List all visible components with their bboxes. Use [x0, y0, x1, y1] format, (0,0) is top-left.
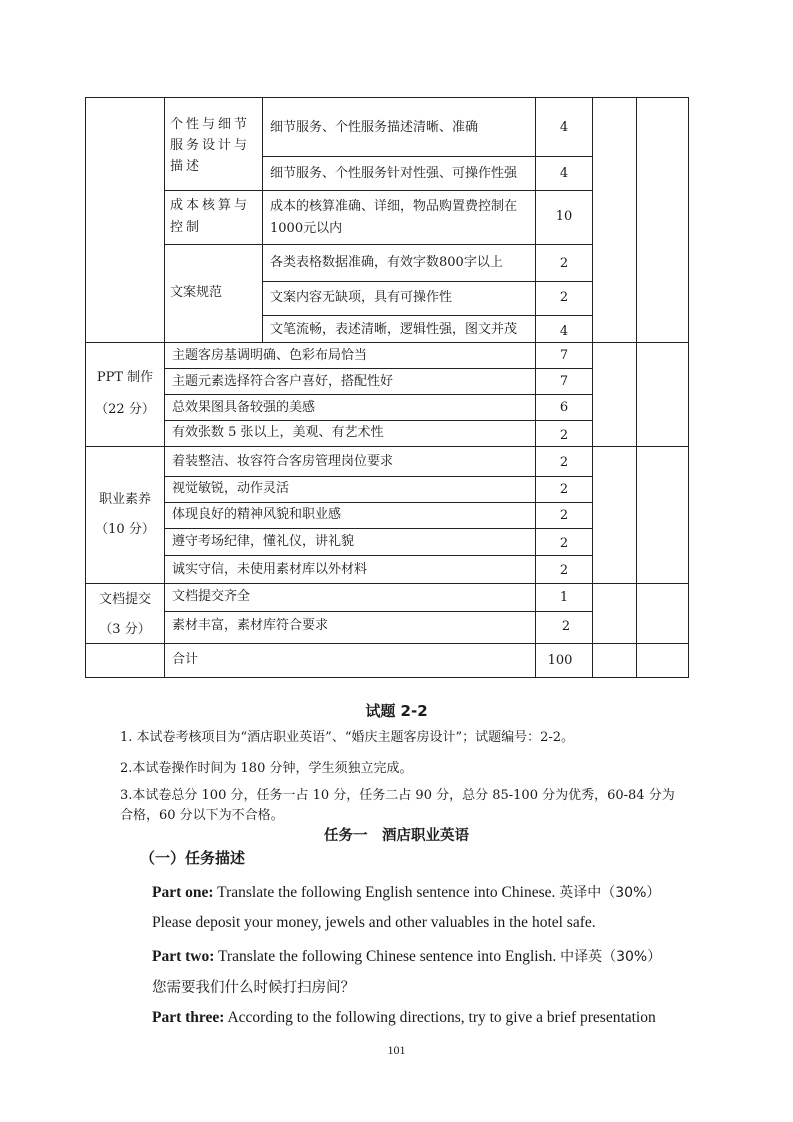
table-row-item: 主题元素选择符合客户喜好，搭配性好 [172, 374, 394, 389]
subcat-personalized-service: 个性与细节服务设计与描述 [170, 117, 251, 174]
table-row-item: 总效果图具备较强的美感 [172, 400, 316, 415]
note-3: 3.本试卷总分 100 分，任务一占 10 分，任务二占 90 分，总分 85-100 分为优秀，60-84 分为合格，60 分以下为不合格。 [120, 788, 675, 823]
category-professionalism: 职业素养 [98, 492, 151, 507]
table-row-score: 7 [559, 374, 569, 389]
category-professionalism-points: （10 分） [95, 522, 155, 537]
part-two-tail: 中译英（30%） [560, 949, 662, 965]
task-subtitle: （一）任务描述 [140, 849, 246, 867]
table-row-item: 体现良好的精神风貌和职业感 [172, 507, 342, 522]
table-row-score: 7 [559, 348, 569, 363]
part-three-line [152, 1009, 656, 1027]
table-row-item: 诚实守信，未使用素材库以外材料 [172, 562, 368, 577]
table-row-item: 文笔流畅，表述清晰，逻辑性强，图文并茂 [270, 322, 518, 337]
table-row-item: 有效张数 5 张以上，美观、有艺术性 [172, 425, 384, 440]
part-three-label: Part three: [152, 1009, 225, 1026]
subcat-document-standard: 文案规范 [170, 285, 223, 300]
table-row-item: 着装整洁、妆容符合客房管理岗位要求 [172, 454, 394, 469]
table-row-score: 2 [559, 428, 569, 443]
part-one-sentence: Please deposit your money, jewels and other valuables in the hotel safe. [152, 914, 596, 931]
table-row-item: 视觉敏锐，动作灵活 [172, 481, 290, 496]
table-row-score: 2 [559, 455, 569, 470]
part-three-text: According to the following directions, try to give a brief presentation [224, 1009, 656, 1026]
table-row-item: 主题客房基调明确、色彩布局恰当 [172, 348, 368, 363]
part-two-label: Part two: [152, 948, 215, 965]
table-row-item: 遵守考场纪律，懂礼仪，讲礼貌 [172, 534, 355, 549]
part-one-label: Part one: [152, 884, 214, 901]
table-row-score: 2 [559, 482, 569, 497]
table-row-score: 2 [561, 619, 571, 634]
part-two-text: Translate the following Chinese sentence into English. [214, 948, 557, 965]
table-row-score: 2 [559, 536, 569, 551]
category-ppt-points: （22 分） [95, 402, 155, 417]
table-row-score: 4 [559, 166, 569, 181]
table-row-item: 素材丰富，素材库符合要求 [172, 618, 329, 633]
note-1: 1. 本试卷考核项目为“酒店职业英语”、“婚庆主题客房设计”；试题编号：2-2。 [120, 730, 575, 745]
total-label: 合计 [172, 652, 199, 667]
subcat-cost-control: 成本核算与控制 [170, 198, 251, 235]
table-row-score: 6 [559, 400, 569, 415]
table-row-item: 文档提交齐全 [172, 589, 251, 604]
table-row-item: 各类表格数据准确，有效字数800字以上 [270, 255, 503, 270]
page-number: 101 [387, 1043, 406, 1057]
category-document-submission-points: （3 分） [99, 622, 151, 637]
part-one-tail: 英译中（30%） [559, 885, 661, 901]
table-row-item: 细节服务、个性服务描述清晰、准确 [270, 120, 479, 135]
note-2: 2.本试卷操作时间为 180 分钟，学生须独立完成。 [120, 761, 413, 776]
table-row-score: 10 [555, 209, 573, 224]
category-ppt: PPT 制作 [96, 370, 154, 385]
table-row-score: 2 [559, 290, 569, 305]
table-row-score: 4 [559, 120, 569, 135]
part-two-line [152, 946, 661, 966]
table-row-score: 2 [559, 508, 569, 523]
table-row-score: 4 [559, 324, 569, 339]
table-row-item: 成本的核算准确、详细，物品购置费控制在1000元以内 [270, 199, 518, 236]
table-row-score: 1 [559, 590, 569, 605]
table-row-score: 2 [559, 256, 569, 271]
task-title: 任务一 酒店职业英语 [324, 828, 469, 844]
section-title: 试题 2-2 [365, 702, 428, 720]
table-row-item: 文案内容无缺项，具有可操作性 [270, 290, 453, 305]
part-one-line [152, 882, 660, 902]
table-row-score: 2 [559, 563, 569, 578]
part-two-sentence: 您需要我们什么时候打扫房间？ [152, 980, 355, 996]
part-one-text: Translate the following English sentence into Chinese. [213, 884, 556, 901]
category-document-submission: 文档提交 [98, 592, 151, 607]
total-score: 100 [547, 653, 573, 668]
table-row-item: 细节服务、个性服务针对性强、可操作性强 [270, 166, 518, 181]
